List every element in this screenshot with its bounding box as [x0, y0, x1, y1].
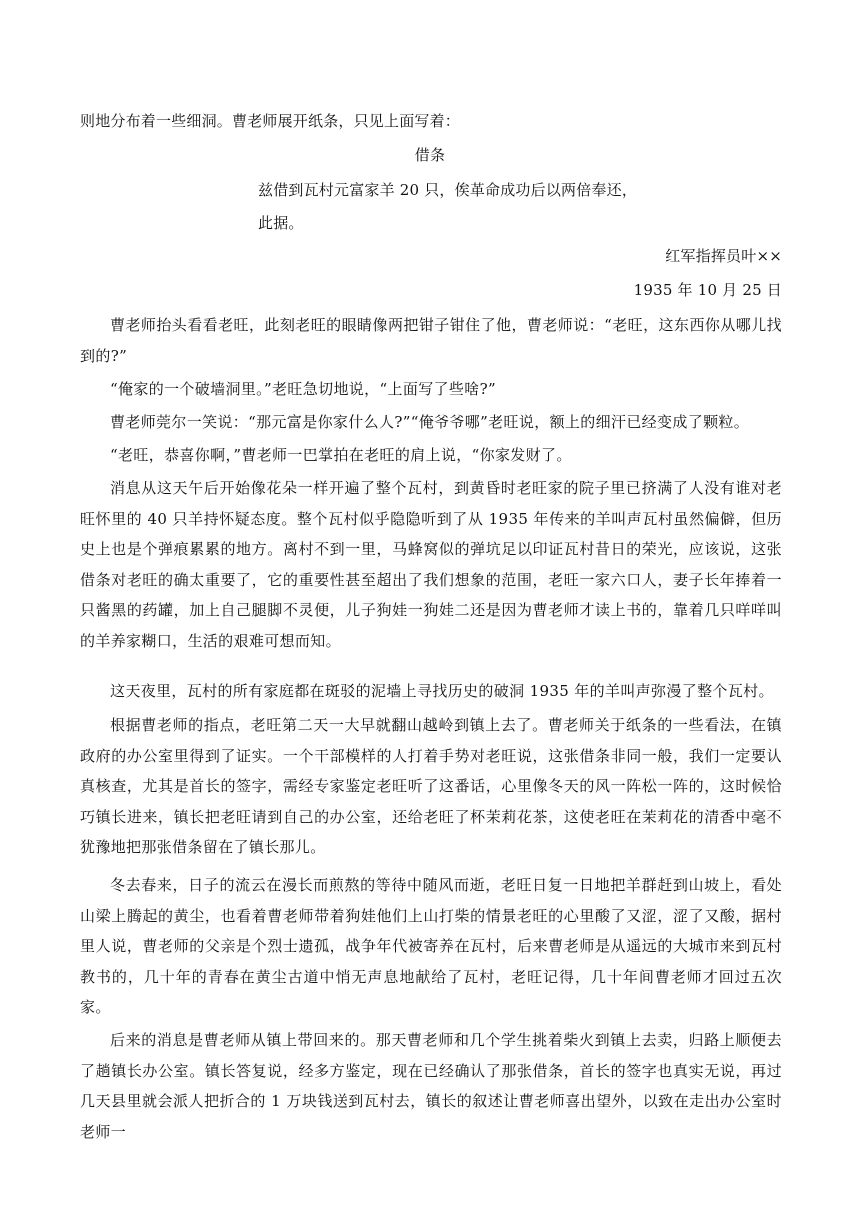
paragraph: “俺家的一个破墙洞里。”老旺急切地说，“上面写了些啥?” — [110, 380, 497, 398]
paragraph: 这天夜里，瓦村的所有家庭都在斑驳的泥墙上寻找历史的破洞 1935 年的羊叫声弥漫了整个瓦村。 — [110, 682, 774, 700]
paragraph: 根据曹老师的指点，老旺第二天一大早就翻山越岭到镇上去了。曹老师关于纸条的一些看法，在镇政府的办公室里得到了证实。一个干部模样的人打着手势对老旺说，这张借条非同一般，我们一定要认真核查，尤其是首长的签字，需经专家鉴定老旺听了这番话，心里像冬天的风一阵松一阵的，这时候恰巧镇长进来，镇长把老旺请到自己的办公室，还给老旺了杯茉莉花茶，这使老旺在茉莉花的清香中毫不犹豫地把那张借条留在了镇长那儿。 — [80, 716, 782, 856]
iou-body-line: 兹借到瓦村元富家羊 20 只，俟革命成功后以两倍奉还， — [258, 181, 638, 199]
paragraph: 曹老师莞尔一笑说：“那元富是你家什么人?”“俺爷爷哪”老旺说，额上的细汗已经变成了颗粒。 — [110, 413, 750, 431]
paragraph: 冬去春来，日子的流云在漫长而煎熬的等待中随风而逝，老旺日复一日地把羊群赶到山坡上，看处山梁上腾起的黄尘，也看着曹老师带着狗娃他们上山打柴的情景老旺的心里酸了又涩，涩了又酸，据村里人说，曹老师的父亲是个烈士遗孤，战争年代被寄养在瓦村，后来曹老师是从遥远的大城市来到瓦村教书的，几十年的青春在黄尘古道中悄无声息地献给了瓦村，老旺记得，几十年间曹老师才回过五次家。 — [80, 876, 782, 1016]
paragraph: 曹老师抬头看看老旺，此刻老旺的眼睛像两把钳子钳住了他，曹老师说：“老旺，这东西你从哪儿找到的?” — [80, 316, 782, 365]
intro-line: 则地分布着一些细洞。曹老师展开纸条，只见上面写着： — [80, 112, 461, 130]
iou-signature: 红军指挥员叶×× — [665, 247, 782, 265]
iou-date: 1935 年 10 月 25 日 — [633, 281, 782, 299]
paragraph: 后来的消息是曹老师从镇上带回来的。那天曹老师和几个学生挑着柴火到镇上去卖，归路上顺便去了趟镇长办公室。镇长答复说，经多方鉴定，现在已经确认了那张借条，首长的签字也真实无说，再过几天县里就会派人把折合的 1 万块钱送到瓦村去，镇长的叙述让曹老师喜出望外，以致在走出办公室时老师一 — [80, 1031, 782, 1141]
paragraph: “老旺，恭喜你啊，”曹老师一巴掌拍在老旺的肩上说，“你家发财了。 — [110, 446, 572, 464]
iou-title: 借条 — [414, 146, 446, 164]
paragraph: 消息从这天午后开始像花朵一样开遍了整个瓦村，到黄昏时老旺家的院子里已挤满了人没有谁对老旺怀里的 40 只羊持怀疑态度。整个瓦村似乎隐隐听到了从 1935 年传来的羊叫声瓦村虽然偏僻，但历史上也是个弹痕累累的地方。离村不到一里，马蜂窝似的弹坑足以印证瓦村昔日的荣光，应该说，这张借条对老旺的确太重要了，它的重要性甚至超出了我们想象的范围，老旺一家六口人，妻子长年捧着一只酱黑的药罐，加上自己腿脚不灵便，儿子狗娃一狗娃二还是因为曹老师才读上书的，靠着几只咩咩叫的羊养家糊口，生活的艰难可想而知。 — [80, 479, 782, 650]
iou-closing: 此据。 — [258, 214, 304, 232]
